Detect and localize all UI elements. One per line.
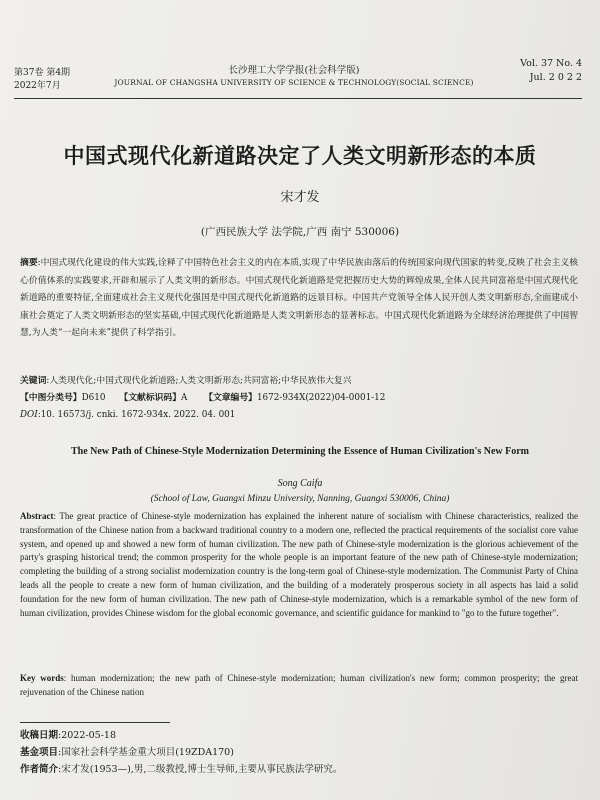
- keywords-en-label: Key words: [20, 673, 64, 683]
- date-cn: 2022年7月: [14, 81, 61, 91]
- footnote-rule: [20, 722, 170, 723]
- clc-label: 【中图分类号】: [20, 393, 82, 403]
- article-no-label: 【文章编号】: [204, 393, 257, 403]
- abstract-en-text: : The great practice of Chinese-style modernization has explained the inherent nature of socialism with Chinese characteristics, realized the transformation of the Chinese nation from a backward traditional country to a modern one, reflected the practical requirements of the socialist core value system, and opened up and showed a new form of human civilization. The new path of Chinese-style modernization is the glorious achievement of the party's grasping historical trend; the common prosperity for the whole people is an important feature of the new path of Chinese-style modernization; completing the building of a strong socialist modernization country is the long-term goal of Chinese-style modernization. The Communist Party of China leads all the people to create a new form of human civilization, and the building of a moderately prosperous society in all aspects has laid a solid foundation for the new form of human civilization. The new path of Chinese-style modernization, which is a remarkable symbol of the new form of human civilization, provides Chinese wisdom for the global economic governance, and scientific guidance for mankind to "go to the future together".: [20, 511, 578, 618]
- bio-value: :宋才发(1953—),男,二级教授,博士生导师,主要从事民族法学研究。: [58, 764, 343, 775]
- keywords-en-text: : human modernization; the new path of Chinese-style modernization; human civilization's new form; common prosperity; the great rejuvenation of the Chinese nation: [20, 673, 578, 697]
- footnotes: [20, 727, 580, 778]
- abstract-cn-text: :中国式现代化建设的伟大实践,诠释了中国特色社会主义的内在本质,实现了中华民族由落后的传统国家向现代国家的转变,反映了社会主义核心价值体系的实践要求,开辟和展示了人类文明的新形态。中国式现代化新道路是党把握历史大势的辉煌成果,全体人民共同富裕是中国式现代化新道路的重要特征,全面建成社会主义现代化强国是中国式现代化新道路的远景目标。中国共产党领导全体人民开创人类文明新形态,全面建成小康社会奠定了人类文明新形态的坚实基础,中国式现代化新道路是人类文明新形态的显著标志。中国式现代化新道路为全球经济治理提供了中国智慧,为人类“一起向未来”提供了科学指引。: [20, 258, 578, 339]
- doc-code-label: 【文献标识码】: [119, 393, 182, 403]
- fund-value: :国家社会科学基金重大项目(19ZDA170): [58, 747, 234, 758]
- received-label: 收稿日期: [20, 730, 59, 741]
- clc-value: D610: [81, 393, 106, 403]
- author-bio: [20, 761, 580, 778]
- doi-value: :10. 16573/j. cnki. 1672-934x. 2022. 04. 001: [37, 410, 236, 420]
- running-header: [14, 55, 582, 95]
- keywords-cn-label: 关键词: [20, 376, 47, 386]
- fund-project: [20, 744, 580, 761]
- received-value: :2022-05-18: [58, 730, 116, 741]
- classification-line: [20, 390, 578, 408]
- abstract-en-label: Abstract: [20, 511, 54, 521]
- doi-line: [20, 407, 578, 425]
- volume-issue-cn: 第37卷 第4期: [14, 68, 71, 78]
- fund-label: 基金项目: [20, 747, 59, 758]
- author-name-en: Song Caifa: [277, 478, 323, 489]
- bio-label: 作者简介: [20, 764, 59, 775]
- date-en: Jul. 2 0 2 2: [529, 72, 582, 83]
- affiliation-cn: (广西民族大学 法学院,广西 南宁 530006): [200, 226, 400, 238]
- article-title-en: The New Path of Chinese-Style Modernization Determining the Essence of Human Civilization's New Form: [70, 446, 529, 457]
- journal-name-cn: 长沙理工大学学报(社会科学版): [228, 65, 360, 76]
- abstract-en: [20, 510, 578, 620]
- header-center: [109, 65, 479, 89]
- received-date: [20, 727, 580, 744]
- keywords-cn: [20, 373, 578, 391]
- article-no-value: 1672-934X(2022)04-0001-12: [256, 393, 386, 403]
- abstract-cn: [20, 255, 578, 343]
- volume-issue-en: Vol. 37 No. 4: [520, 58, 582, 69]
- keywords-en: [20, 672, 578, 700]
- header-left: [14, 67, 70, 93]
- affiliation-en: (School of Law, Guangxi Minzu University, Nanning, Guangxi 530006, China): [150, 494, 450, 504]
- keywords-cn-text: :人类现代化;中国式现代化新道路;人类文明新形态;共同富裕;中华民族伟大复兴: [46, 376, 352, 386]
- author-name-cn: 宋才发: [280, 190, 320, 205]
- doi-label: DOI: [20, 410, 38, 420]
- doc-code-value: A: [181, 393, 188, 403]
- journal-name-en: JOURNAL OF CHANGSHA UNIVERSITY OF SCIENCE & TECHNOLOGY(SOCIAL SCIENCE): [114, 78, 474, 87]
- article-title-cn: 中国式现代化新道路决定了人类文明新形态的本质: [63, 144, 537, 168]
- header-rule: [14, 98, 582, 99]
- header-right: [520, 57, 582, 85]
- abstract-cn-label: 摘要: [20, 258, 38, 268]
